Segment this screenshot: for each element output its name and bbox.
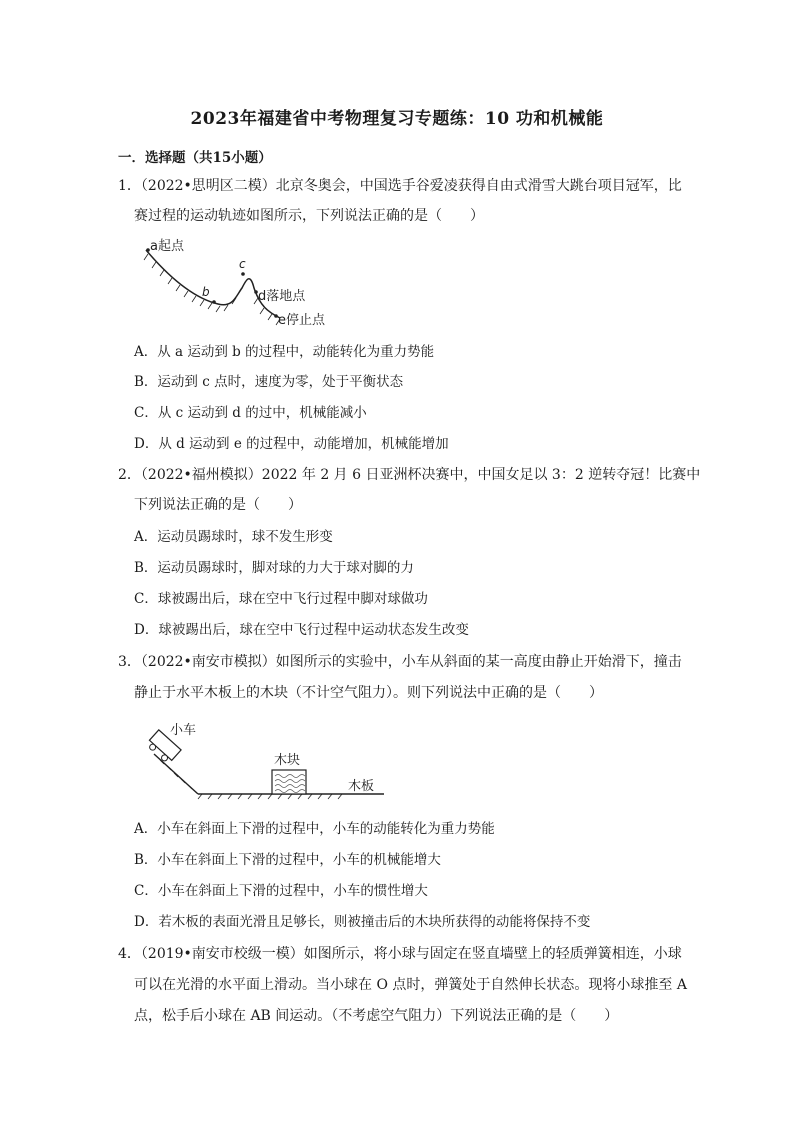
- slope-surface: [146, 250, 280, 318]
- question-4-stem-line2: 可以在光滑的水平面上滑动。当小球在 O 点时，弹簧处于自然伸长状态。现将小球推至 A: [134, 977, 687, 993]
- label-b: b: [202, 285, 210, 299]
- ski-trajectory-figure: [138, 236, 338, 332]
- block-label: 木块: [274, 753, 301, 768]
- question-2-stem-line1: 2．（2022•福州模拟）2022 年 2 月 6 日亚洲杯决赛中，中国女足以 3：2 逆转夺冠！比赛中: [118, 467, 701, 483]
- question-2-option-c: C．球被踢出后，球在空中飞行过程中脚对球做功: [134, 591, 428, 607]
- question-3-option-b: B．小车在斜面上下滑的过程中，小车的机械能增大: [134, 852, 441, 868]
- question-3-stem-line1: 3．（2022•南安市模拟）如图所示的实验中，小车从斜面的某一高度由静止开始滑下，撞击: [118, 654, 682, 670]
- cart-label: 小车: [170, 723, 197, 738]
- section-heading: 一．选择题（共15小题）: [118, 150, 272, 166]
- label-c: c: [239, 257, 246, 271]
- question-2-option-d: D．球被踢出后，球在空中飞行过程中运动状态发生改变: [134, 622, 469, 638]
- board-label: 木板: [348, 779, 375, 794]
- question-1-option-a: A．从 a 运动到 b 的过程中，动能转化为重力势能: [134, 344, 435, 360]
- wood-block-shape: [272, 770, 306, 794]
- question-3-stem-line2: 静止于水平木板上的木块（不计空气阻力）。则下列说法中正确的是（ ）: [134, 685, 603, 701]
- question-2-option-b: B．运动员踢球时，脚对球的力大于球对脚的力: [134, 560, 414, 576]
- point-b-dot: [212, 300, 216, 304]
- question-4-stem-line1: 4．（2019•南安市校级一模）如图所示，将小球与固定在竖直墙壁上的轻质弹簧相连，小球: [118, 946, 682, 962]
- question-3-option-d: D．若木板的表面光滑且足够长，则被撞击后的木块所获得的动能将保持不变: [134, 914, 591, 930]
- label-d: d落地点: [258, 289, 306, 304]
- question-1-option-b: B．运动到 c 点时，速度为零，处于平衡状态: [134, 374, 404, 390]
- question-1-option-c: C．从 c 运动到 d 的过中，机械能减小: [134, 405, 367, 421]
- question-1-stem-line1: 1．（2022•思明区二模）北京冬奥会，中国选手谷爱凌获得自由式滑雪大跳台项目冠军，比: [118, 178, 682, 194]
- question-2-stem-line2: 下列说法正确的是（ ）: [134, 497, 302, 513]
- label-a: a起点: [150, 239, 184, 254]
- question-3-option-a: A．小车在斜面上下滑的过程中，小车的动能转化为重力势能: [134, 821, 495, 837]
- question-1-option-d: D．从 d 运动到 e 的过程中，动能增加，机械能增加: [134, 436, 449, 452]
- question-2-option-a: A．运动员踢球时，球不发生形变: [134, 529, 333, 545]
- board-hatching: [198, 794, 342, 799]
- question-1-stem-line2: 赛过程的运动轨迹如图所示，下列说法正确的是（ ）: [134, 208, 484, 224]
- question-3-option-c: C．小车在斜面上下滑的过程中，小车的惯性增大: [134, 883, 428, 899]
- cart-incline-figure: [140, 718, 390, 802]
- label-e: e停止点: [278, 313, 325, 328]
- question-4-stem-line3: 点，松手后小球在 AB 间运动。（不考虑空气阻力）下列说法正确的是（ ）: [134, 1008, 619, 1024]
- page-title: 2023年福建省中考物理复习专题练：10 功和机械能: [190, 109, 604, 129]
- point-c-dot: [241, 272, 245, 276]
